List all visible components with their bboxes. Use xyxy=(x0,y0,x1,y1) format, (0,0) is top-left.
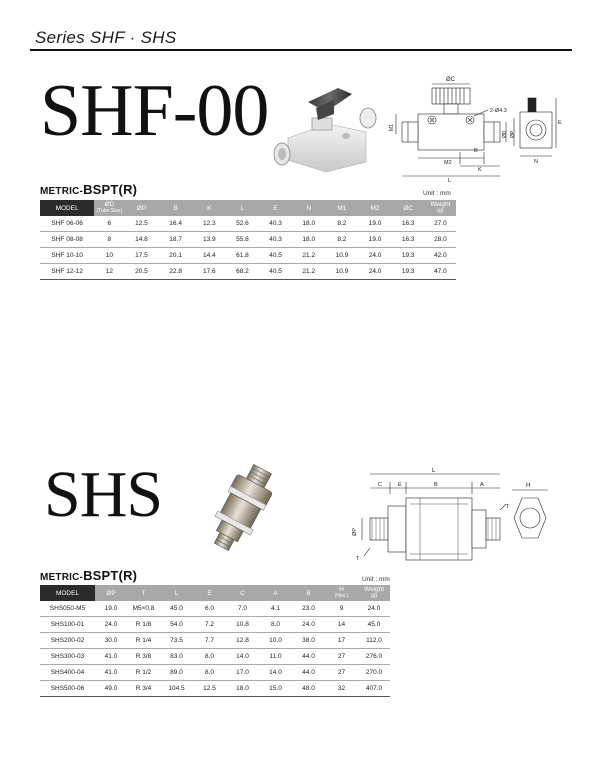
table-cell: 83.0 xyxy=(160,649,193,665)
shf-col-header xyxy=(425,200,456,216)
table-cell: 20.5 xyxy=(124,264,158,280)
table-cell: 19.0 xyxy=(95,601,127,617)
table-cell: 68.2 xyxy=(226,264,259,280)
header-rule xyxy=(30,49,572,51)
table-row xyxy=(40,617,390,633)
table-cell: R 1/4 xyxy=(127,633,160,649)
table-row xyxy=(40,681,390,697)
table-cell: 15.0 xyxy=(259,681,292,697)
shs-dim-l: L xyxy=(432,468,436,474)
shs-dim-a: A xyxy=(480,482,484,488)
shf-col-header xyxy=(392,200,425,216)
table-cell: 8.0 xyxy=(193,649,226,665)
table-cell: SHF 08-08 xyxy=(40,232,94,248)
table-cell: 8.0 xyxy=(193,665,226,681)
table-cell: 24.0 xyxy=(358,248,391,264)
table-cell: 14.8 xyxy=(124,232,158,248)
table-row xyxy=(40,248,456,264)
table-cell: 40.3 xyxy=(259,216,292,232)
shs-col-label: ØP xyxy=(106,589,116,597)
table-cell: 7.0 xyxy=(226,601,259,617)
table-cell: SHS400-04 xyxy=(40,665,95,681)
shf-col-header xyxy=(94,200,124,216)
shs-col-label: L xyxy=(174,589,179,597)
shf-dim-p: ØP xyxy=(510,130,516,138)
table-cell: SHS100-01 xyxy=(40,617,95,633)
table-cell: 14.0 xyxy=(259,665,292,681)
shs-col-label: E xyxy=(207,589,212,597)
table-cell: 47.0 xyxy=(425,264,456,280)
table-cell: 27 xyxy=(325,649,358,665)
table-cell: R 3/8 xyxy=(127,649,160,665)
table-cell: 42.0 xyxy=(425,248,456,264)
table-cell: 17.5 xyxy=(124,248,158,264)
table-cell: 7.7 xyxy=(193,633,226,649)
table-cell: 12.5 xyxy=(193,681,226,697)
shf-col-sublabel: (g) xyxy=(437,208,444,214)
shs-metric-suffix: (R) xyxy=(118,568,138,583)
table-cell: 14.4 xyxy=(193,248,226,264)
table-cell: SHF 10-10 xyxy=(40,248,94,264)
table-cell: 30.0 xyxy=(95,633,127,649)
shf-dim-m2: M2 xyxy=(444,160,452,166)
table-cell: 10.9 xyxy=(325,248,358,264)
shs-col-header xyxy=(226,585,259,601)
table-cell: 112.0 xyxy=(358,633,390,649)
shs-col-sublabel: (Hex.) xyxy=(334,593,349,599)
shf-metric-thread: BSPT xyxy=(83,182,119,197)
table-cell: 23.0 xyxy=(292,601,325,617)
table-cell: 16.3 xyxy=(392,216,425,232)
table-cell: 10.9 xyxy=(325,264,358,280)
shf-spec-table xyxy=(40,200,456,280)
table-cell: 24.0 xyxy=(358,601,390,617)
table-cell: 40.5 xyxy=(259,264,292,280)
table-cell: 17 xyxy=(325,633,358,649)
table-cell: 6 xyxy=(94,216,124,232)
shf-col-label: Weight xyxy=(430,201,451,208)
shf-col-header xyxy=(358,200,391,216)
shs-col-header xyxy=(259,585,292,601)
table-cell: 89.0 xyxy=(160,665,193,681)
shs-col-label: C xyxy=(240,589,245,597)
shs-unit-label: Unit : mm xyxy=(362,576,390,583)
table-cell: 45.0 xyxy=(358,617,390,633)
shf-col-label: M1 xyxy=(337,204,347,212)
table-cell: 18.7 xyxy=(159,232,193,248)
shs-col-header xyxy=(325,585,358,601)
shs-col-label: B xyxy=(306,589,311,597)
table-cell: 19.0 xyxy=(358,216,391,232)
shf-dim-n: N xyxy=(534,159,538,165)
table-cell: 407.0 xyxy=(358,681,390,697)
shs-col-header xyxy=(40,585,95,601)
shf-col-header xyxy=(159,200,193,216)
shs-col-sublabel: (g) xyxy=(370,593,378,599)
table-cell: 270.0 xyxy=(358,665,390,681)
table-cell: 61.8 xyxy=(226,248,259,264)
shf-col-label: ØD xyxy=(104,201,115,208)
shs-dim-c: C xyxy=(378,482,382,488)
table-cell: SHF 12-12 xyxy=(40,264,94,280)
shs-col-label: A xyxy=(273,589,278,597)
shs-col-header xyxy=(358,585,390,601)
table-cell: 19.3 xyxy=(392,264,425,280)
table-row xyxy=(40,633,390,649)
shf-col-label: B xyxy=(173,204,178,212)
shf-col-header xyxy=(193,200,226,216)
table-cell: 9 xyxy=(325,601,358,617)
shf-unit-label: Unit : mm xyxy=(423,190,451,197)
table-cell: R 1/2 xyxy=(127,665,160,681)
shf-col-label: MODEL xyxy=(55,204,79,212)
shf-col-header xyxy=(292,200,325,216)
series-title: Series SHF · SHS xyxy=(35,28,177,47)
table-cell: 8.0 xyxy=(259,617,292,633)
shs-metric-label xyxy=(40,568,137,583)
table-cell: 19.3 xyxy=(392,248,425,264)
shf-dim-b: B xyxy=(474,148,478,154)
shf-dim-k: K xyxy=(478,167,482,173)
table-cell: SHS050-M5 xyxy=(40,601,95,617)
shf-dim-m1: M1 xyxy=(389,124,395,131)
table-cell: 24.0 xyxy=(292,617,325,633)
table-cell: 22.8 xyxy=(159,264,193,280)
table-row xyxy=(40,601,390,617)
shs-col-header xyxy=(95,585,127,601)
shf-dim-c: ØC xyxy=(446,77,455,83)
shf-col-label: E xyxy=(273,204,278,212)
shf-dimension-drawing xyxy=(388,72,568,182)
shf-col-header xyxy=(226,200,259,216)
shs-metric-prefix: METRIC- xyxy=(40,572,84,583)
table-cell: 44.0 xyxy=(292,665,325,681)
table-cell: 8.2 xyxy=(325,232,358,248)
shf-metric-prefix: METRIC- xyxy=(40,186,84,197)
table-cell: R 1/8 xyxy=(127,617,160,633)
shs-col-header xyxy=(160,585,193,601)
table-cell: 17.0 xyxy=(226,665,259,681)
table-cell: SHS500-06 xyxy=(40,681,95,697)
table-cell: 276.0 xyxy=(358,649,390,665)
shs-dimension-drawing xyxy=(340,468,550,563)
table-cell: 12 xyxy=(94,264,124,280)
table-cell: SHS200-02 xyxy=(40,633,95,649)
table-cell: 54.0 xyxy=(160,617,193,633)
table-cell: 18.0 xyxy=(226,681,259,697)
shf-dim-l: L xyxy=(448,178,452,184)
table-cell: SHF 06-06 xyxy=(40,216,94,232)
shf-product-photo xyxy=(268,80,388,175)
shf-dim-hole: 2-Ø4.3 xyxy=(490,108,507,114)
shf-col-header xyxy=(124,200,158,216)
table-cell: 18.0 xyxy=(292,232,325,248)
table-cell: 73.5 xyxy=(160,633,193,649)
shf-col-label: N xyxy=(306,204,312,212)
table-cell: 41.0 xyxy=(95,649,127,665)
table-cell: 14.0 xyxy=(226,649,259,665)
shs-col-label: MODEL xyxy=(55,589,80,597)
table-cell: 104.5 xyxy=(160,681,193,697)
shs-dim-p: ØP xyxy=(352,528,358,536)
shs-col-header xyxy=(193,585,226,601)
shs-product-photo xyxy=(192,460,292,555)
shf-col-header xyxy=(259,200,292,216)
table-row xyxy=(40,665,390,681)
shf-col-label: L xyxy=(240,204,245,212)
table-row xyxy=(40,216,456,232)
table-cell: 12.3 xyxy=(193,216,226,232)
shf-model-title: SHF-00 xyxy=(40,70,269,152)
shs-dim-h: H xyxy=(526,483,531,489)
table-row xyxy=(40,232,456,248)
table-cell: 16.4 xyxy=(159,216,193,232)
shs-col-label: Weight xyxy=(363,586,385,593)
table-cell: 10.0 xyxy=(259,633,292,649)
shs-col-header xyxy=(127,585,160,601)
table-cell: 40.5 xyxy=(259,248,292,264)
table-cell: 19.0 xyxy=(358,232,391,248)
table-cell: 8.2 xyxy=(325,216,358,232)
table-cell: 32 xyxy=(325,681,358,697)
table-cell: 10.8 xyxy=(226,617,259,633)
table-cell: 27.0 xyxy=(425,216,456,232)
table-cell: 41.0 xyxy=(95,665,127,681)
shs-spec-table xyxy=(40,585,390,697)
shs-col-label: T xyxy=(141,589,146,597)
table-cell: 24.0 xyxy=(95,617,127,633)
table-row xyxy=(40,649,390,665)
shf-col-label: K xyxy=(207,204,212,212)
table-cell: 48.0 xyxy=(292,681,325,697)
table-cell: 55.8 xyxy=(226,232,259,248)
table-cell: 45.0 xyxy=(160,601,193,617)
table-cell: 40.3 xyxy=(259,232,292,248)
shs-model-title: SHS xyxy=(44,458,163,531)
shf-dim-e: E xyxy=(558,120,562,126)
table-cell: 27 xyxy=(325,665,358,681)
table-cell: 44.0 xyxy=(292,649,325,665)
shf-col-label: M2 xyxy=(370,204,380,212)
shf-metric-suffix: (R) xyxy=(118,182,138,197)
table-cell: 52.6 xyxy=(226,216,259,232)
table-cell: 21.2 xyxy=(292,248,325,264)
shf-col-label: ØP xyxy=(136,204,147,212)
table-cell: M5×0.8 xyxy=(127,601,160,617)
table-cell: 7.2 xyxy=(193,617,226,633)
shf-col-sublabel: (Tube Size) xyxy=(96,208,123,214)
shf-col-label: ØC xyxy=(403,204,414,212)
table-cell: 6.0 xyxy=(193,601,226,617)
table-cell: 20.1 xyxy=(159,248,193,264)
table-cell: 12.5 xyxy=(124,216,158,232)
table-cell: 13.9 xyxy=(193,232,226,248)
table-cell: 49.0 xyxy=(95,681,127,697)
table-cell: 28.0 xyxy=(425,232,456,248)
shs-dim-b: B xyxy=(434,482,438,488)
table-cell: 8 xyxy=(94,232,124,248)
table-cell: 17.6 xyxy=(193,264,226,280)
shf-dim-d: ØD xyxy=(502,130,508,138)
shs-col-label: H xyxy=(339,586,344,593)
table-cell: R 3/4 xyxy=(127,681,160,697)
shf-col-header xyxy=(40,200,94,216)
shf-col-header xyxy=(325,200,358,216)
table-cell: 12.8 xyxy=(226,633,259,649)
shs-dim-t-left: T xyxy=(356,556,360,562)
table-cell: 24.0 xyxy=(358,264,391,280)
table-cell: 18.0 xyxy=(292,216,325,232)
shs-metric-thread: BSPT xyxy=(83,568,119,583)
table-cell: 11.0 xyxy=(259,649,292,665)
table-cell: 16.3 xyxy=(392,232,425,248)
table-cell: 38.0 xyxy=(292,633,325,649)
table-cell: SHS300-03 xyxy=(40,649,95,665)
table-cell: 14 xyxy=(325,617,358,633)
shs-dim-t-right: T xyxy=(506,504,510,510)
table-cell: 21.2 xyxy=(292,264,325,280)
table-cell: 4.1 xyxy=(259,601,292,617)
table-row xyxy=(40,264,456,280)
shs-dim-e: E xyxy=(398,482,402,488)
table-cell: 10 xyxy=(94,248,124,264)
shs-col-header xyxy=(292,585,325,601)
shf-metric-label xyxy=(40,182,137,197)
